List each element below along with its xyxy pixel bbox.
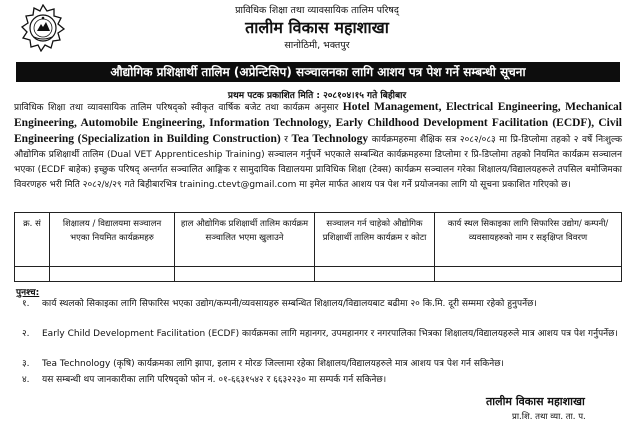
body-intro: प्राविधिक शिक्षा तथा व्यावसायिक तालिम परिषद्को स्वीकृत वार्षिक बजेट तथा कार्यक्रम अनुसार [14, 103, 343, 113]
body-conjunction: र [280, 135, 292, 145]
table-header-cell: सञ्चालन गर्न चाहेको औद्योगिक प्रशिक्षार्थी तालिम कार्यक्रम र कोटा [322, 219, 427, 243]
table-column-proposed-quota [315, 213, 435, 281]
table-header-cell: क्र. सं [23, 219, 41, 229]
notice-title-banner: औद्योगिक प्रशिक्षार्थी तालिम (अप्रेन्टिसिप) सञ्चालनका लागि आशय पत्र पेश गर्ने सम्बन्धी सूचना [16, 62, 620, 82]
signature-department: तालीम विकास महाशाखा [486, 395, 585, 408]
table-column-serial [15, 213, 50, 281]
notes-heading: पुनश्च: [16, 288, 40, 298]
signature-office-code: प्रा.शि. तथा व्या. ता. प. [512, 412, 586, 422]
note-number: ३. [22, 359, 30, 369]
body-details: कार्यक्रमहरुमा शैक्षिक सत्र २०८२/०८३ मा प्रि-डिप्लोमा तहको २ वर्षे निःशुल्क औद्योगिक प्रशिक्षार्थी तालिम (Dual VET Apprenticeship Training) सञ्चालन गर्नुपर्ने भएकाले सम्बन्धित कार्यक्रमहरुमा डिप्लोमा र प्रि-डिप्लोमा तहको नियमित कार्यक्रम सञ्चालन भएका (ECDF बाहेक) इच्छुक परिषद् अन्तर्गत सञ्चालित आङ्गिक र सामुदायिक विद्यालयमा प्राविधिक शिक्षा (टेक्स) कार्यक्रम सञ्चालन गरेका शिक्षालय/विद्यालयहरूले तपसिल बमोजिमका विवरणहरु भरी मिति २०८२/४/२९ गते बिहीबारभित्र training.ctevt@gmail.com मा इमेल मार्फत आशय पत्र पेश गर्ने प्रयोजनका लागि यो सूचना प्रकाशित गरिएको छ। [14, 135, 622, 190]
note-text: Early Child Development Facilitation (ECDF) कार्यक्रमका लागि महानगर, उपमहानगर र नगरपालिका भित्रका शिक्षालय/विद्यालयहरुले मात्र आशय पत्र पेश गर्नुपर्नेछ। [42, 329, 618, 339]
table-header-cell: कार्य स्थल सिकाइका लागि सिफारिस उद्योग/ कम्पनी/ व्यवसायहरुको नाम र सङ्क्षिप्त विवरण [447, 219, 609, 243]
table-column-current-training [175, 213, 315, 281]
note-text: यस सम्बन्धी थप जानकारीका लागि परिषद्को फोन नं. ०१-६६३१५४२ र ६६३२२३० मा सम्पर्क गर्न सकिनेछ। [42, 375, 387, 385]
table-header-cell: हाल औद्योगिक प्रशिक्षार्थी तालिम कार्यक्रम सञ्चालित भएमा खुलाउने [180, 219, 309, 243]
note-number: १. [22, 299, 30, 309]
note-number: ४. [22, 375, 30, 385]
tea-program: Tea Technology [291, 133, 369, 145]
notice-header [0, 0, 634, 58]
organization-name: प्राविधिक शिक्षा तथा व्यावसायिक तालिम परिषद् [235, 5, 399, 16]
table-header-cell: शिक्षालय / विद्यालयमा सञ्चालन भएका नियमित कार्यक्रमहरु [62, 219, 162, 243]
application-details-table [14, 212, 622, 282]
table-column-programs [50, 213, 175, 281]
department-name: तालीम विकास महाशाखा [245, 18, 389, 37]
office-location: सानोठिमी, भक्तपुर [284, 40, 350, 51]
publish-date: प्रथम पटक प्रकाशित मिति : २०८१०४।१५ गते बिहीबार [227, 91, 407, 101]
note-text: कार्य स्थलको सिकाइका लागि सिफारिस भएका उद्योग/कम्पनी/व्यवसायहरु सम्बन्धित शिक्षालय/विद्यालयबाट बढीमा २० कि.मि. दूरी सम्ममा रहेको हुनुपर्नेछ। [42, 299, 537, 309]
notice-body [14, 100, 622, 193]
program-list: Hotel Management, Electrical Engineering, Mechanical Engineering, Automobile Engineering, Information Technology, Early Childhood Development Facilitation (ECDF), Civil Engineering (Specialization in Building Construction) [14, 101, 622, 145]
table-column-recommended-industries [435, 213, 621, 281]
note-number: २. [22, 329, 30, 339]
note-text: Tea Technology (कृषि) कार्यक्रमका लागि झापा, इलाम र मोरङ जिल्लामा रहेका शिक्षालय/विद्यालयहरुले मात्र आशय पत्र पेश गर्न सकिनेछ। [42, 359, 504, 369]
